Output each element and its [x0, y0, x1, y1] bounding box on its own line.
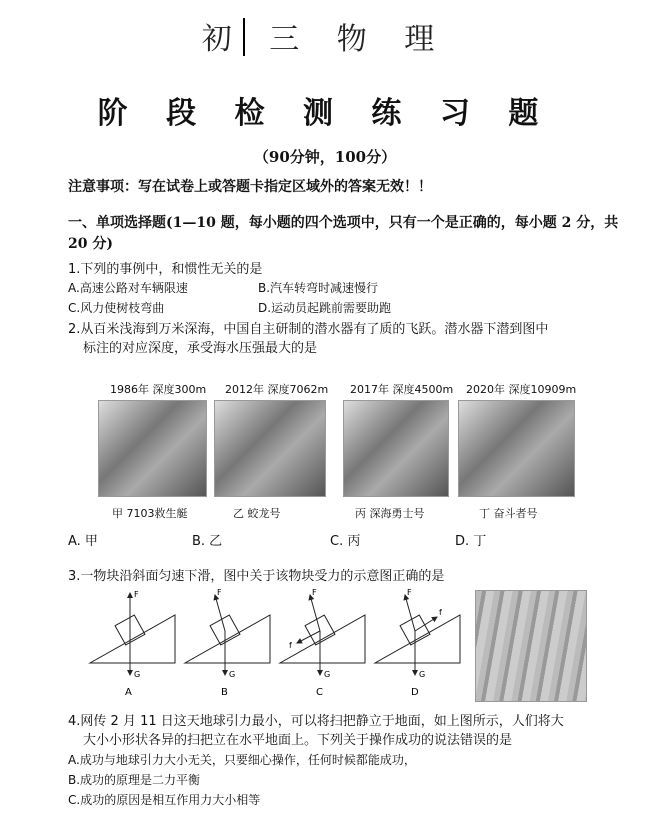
q2-option-a: A. 甲 — [68, 534, 98, 549]
q4-option-a: A.成功与地球引力大小无关，只要细心操作，任何时候都能成功， — [68, 753, 416, 767]
q4-option-c: C.成功的原因是相互作用力大小相等 — [68, 793, 261, 807]
q2-option-c: C. 丙 — [330, 534, 361, 549]
exam-meta: （90分钟，100分） — [253, 148, 397, 166]
q1-option-c: C.风力使树枝弯曲 — [68, 301, 165, 315]
photo-label-4: 2020年 深度10909m — [466, 383, 577, 396]
q2-stem-line2: 标注的对应深度，承受海水压强最大的是 — [83, 341, 318, 356]
force-diagrams — [85, 585, 465, 705]
doc-title: 初 三 物 理 — [201, 22, 449, 57]
q3-stem: 3.一物块沿斜面匀速下滑，图中关于该物块受力的示意图正确的是 — [68, 569, 445, 584]
force-label-friction-d: f — [439, 608, 442, 617]
photo-caption-4: 丁 奋斗者号 — [479, 507, 538, 520]
photo-caption-2: 乙 蛟龙号 — [233, 507, 281, 520]
diagram-label-c: C — [316, 687, 323, 698]
q4-stem-line2: 大小小形状各异的扫把立在水平地面上。下列关于操作成功的说法错误的是 — [83, 733, 513, 748]
diagram-label-a: A — [125, 687, 132, 698]
q4-stem-line1: 4.网传 2 月 11 日这天地球引力最小，可以将扫把静立于地面，如上图所示，人们将大 — [68, 714, 564, 729]
q2-stem-line1: 2.从百米浅海到万米深海，中国自主研制的潜水器有了质的飞跃。潜水器下潜到图中 — [68, 322, 549, 337]
submarine-photo-3 — [343, 400, 449, 497]
force-label-f-b: F — [217, 588, 222, 597]
doc-subtitle: 阶 段 检 测 练 习 题 — [97, 96, 553, 131]
photo-caption-3: 丙 深海勇士号 — [355, 507, 425, 520]
q2-option-d: D. 丁 — [455, 534, 487, 549]
photo-label-3: 2017年 深度4500m — [350, 383, 454, 396]
diagram-label-d: D — [411, 687, 419, 698]
q1-option-b: B.汽车转弯时减速慢行 — [258, 281, 379, 295]
force-label-g-b: G — [229, 670, 236, 679]
q2-option-b: B. 乙 — [192, 534, 223, 549]
force-label-g-a: G — [134, 670, 141, 679]
submarine-photo-4 — [458, 400, 575, 497]
diagram-c — [280, 588, 365, 698]
submarine-photo-2 — [214, 400, 326, 497]
photo-label-1: 1986年 深度300m — [110, 383, 207, 396]
force-label-g-c: G — [324, 670, 331, 679]
force-label-f-a: F — [134, 590, 139, 599]
force-label-friction-c: f — [289, 641, 292, 650]
brooms-photo — [475, 590, 587, 702]
q4-option-b: B.成功的原理是二力平衡 — [68, 773, 201, 787]
force-label-f-c: F — [312, 588, 317, 597]
section-heading: 一、单项选择题(1—10 题，每小题的四个选项中，只有一个是正确的，每小题 2 分，共 20 分) — [68, 215, 619, 252]
force-label-g-d: G — [419, 670, 426, 679]
q1-option-a: A.高速公路对车辆限速 — [68, 281, 188, 295]
photo-caption-1: 甲 7103救生艇 — [112, 507, 188, 520]
submarine-photo-1 — [98, 400, 207, 497]
diagram-b — [185, 588, 270, 698]
diagram-a — [90, 590, 175, 698]
q1-stem: 1.下列的事例中，和惯性无关的是 — [68, 262, 263, 277]
force-label-f-d: F — [407, 588, 412, 597]
q1-option-d: D.运动员起跳前需要助跑 — [258, 301, 392, 315]
diagram-label-b: B — [221, 687, 228, 698]
notice: 注意事项：写在试卷上或答题卡指定区域外的答案无效！！ — [68, 179, 432, 195]
diagram-d — [375, 588, 460, 698]
photo-label-2: 2012年 深度7062m — [225, 383, 329, 396]
